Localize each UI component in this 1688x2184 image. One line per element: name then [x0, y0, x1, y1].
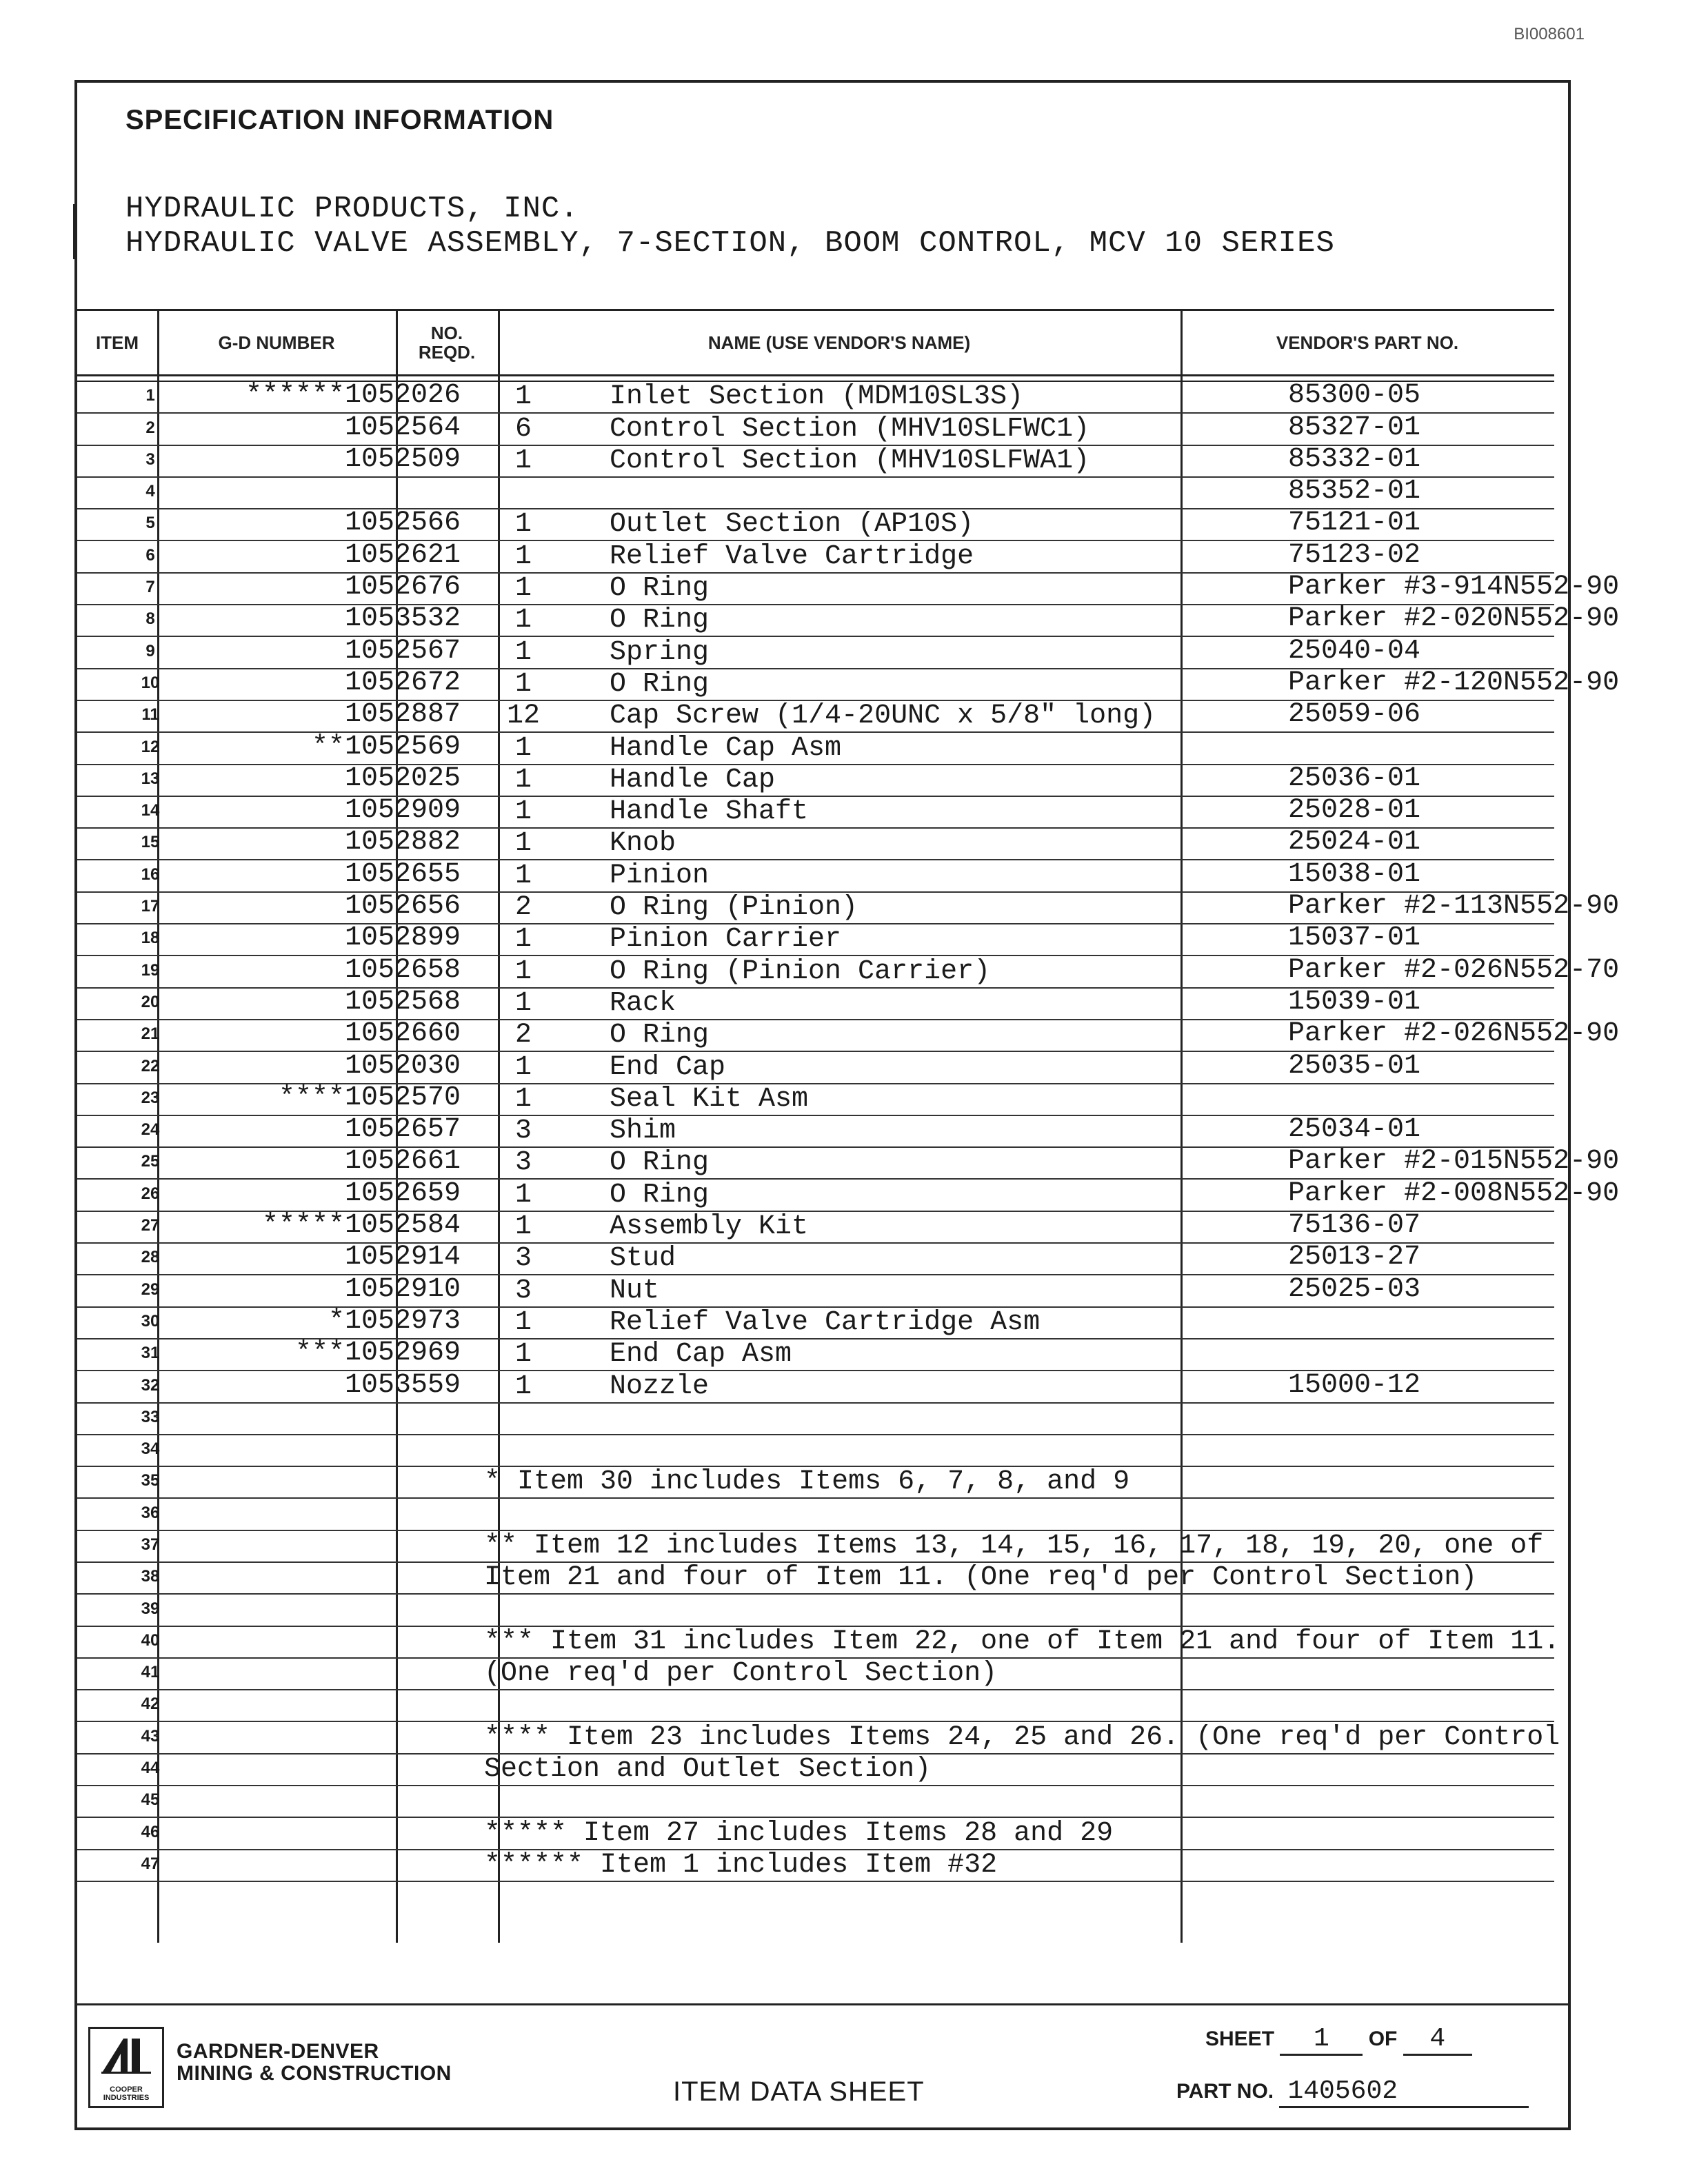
gd-number: 1052655 — [344, 858, 461, 890]
qty-required: 1 — [514, 573, 532, 605]
sheet-total: 4 — [1403, 2024, 1472, 2056]
item-number: 15 — [141, 833, 160, 852]
vendor-part-number: 85352-01 — [1288, 476, 1421, 507]
vendor-part-number: 85327-01 — [1288, 412, 1421, 443]
gd-number: 1052564 — [344, 412, 461, 443]
item-number: 25 — [141, 1152, 160, 1171]
gd-number: 1052657 — [344, 1114, 461, 1146]
qty-required: 1 — [514, 987, 532, 1019]
qty-required: 1 — [514, 445, 532, 476]
table-row — [77, 1244, 1554, 1275]
gd-number: 1052887 — [344, 699, 461, 731]
company-name-line2: MINING & CONSTRUCTION — [177, 2062, 452, 2085]
table-row — [77, 1116, 1554, 1148]
part-name: Relief Valve Cartridge — [610, 540, 974, 572]
table-row — [77, 1177, 1620, 1211]
table-row — [77, 1146, 1620, 1180]
table-row — [77, 1339, 1554, 1371]
logo-caption: COOPER INDUSTRIES — [103, 2085, 150, 2102]
part-name: Knob — [610, 828, 676, 860]
table-row — [77, 382, 1554, 414]
table-row — [77, 1850, 1554, 1882]
item-number: 37 — [141, 1535, 160, 1554]
footnote-text — [484, 1786, 1553, 1818]
qty-required: 1 — [514, 668, 532, 700]
item-number: 32 — [141, 1375, 160, 1395]
part-name: O Ring — [610, 1020, 710, 1051]
qty-required: 1 — [514, 1306, 532, 1338]
qty-required: 1 — [514, 860, 532, 891]
vendor-part-number: 25059-06 — [1288, 699, 1421, 731]
qty-required: 2 — [514, 1020, 532, 1051]
table-row — [77, 1435, 1554, 1467]
gd-number: 1052567 — [344, 635, 461, 667]
gd-number: ***1052969 — [294, 1337, 461, 1369]
table-row — [77, 1467, 1554, 1499]
table-row — [77, 541, 1554, 573]
vendor-part-number: Parker #2-015N552-90 — [1288, 1146, 1620, 1177]
vendor-part-number: 25040-04 — [1288, 635, 1421, 667]
gd-number: 1052621 — [344, 539, 461, 571]
item-number: 41 — [141, 1663, 160, 1682]
vendor-part-number — [1265, 733, 1554, 763]
part-number — [1176, 2076, 1529, 2108]
gd-number: 1052661 — [344, 1146, 461, 1177]
of-label: OF — [1368, 2028, 1398, 2050]
vendor-part-number: Parker #2-026N552-90 — [1288, 1018, 1620, 1050]
table-row — [77, 1690, 1554, 1722]
table-row — [77, 924, 1554, 956]
gd-number: 1052568 — [344, 986, 461, 1018]
gd-number: 1052025 — [344, 762, 461, 794]
item-number: 35 — [141, 1471, 160, 1490]
gd-number: 1052659 — [344, 1177, 461, 1209]
item-number: 8 — [145, 609, 155, 629]
table-row — [77, 1275, 1554, 1307]
table-body — [77, 380, 1620, 1882]
qty-required: 1 — [514, 381, 532, 413]
qty-required: 1 — [514, 1211, 532, 1243]
item-table — [77, 309, 1620, 1882]
gd-number: 1052914 — [344, 1242, 461, 1273]
gd-number: 1052030 — [344, 1050, 461, 1082]
table-row — [77, 637, 1554, 669]
table-row — [77, 762, 1554, 797]
part-name: Control Section (MHV10SLFWA1) — [610, 445, 1090, 476]
vendor-part-number: 75123-02 — [1288, 539, 1421, 571]
item-number: 40 — [141, 1630, 160, 1650]
gd-number: 1053559 — [344, 1369, 461, 1401]
qty-required: 1 — [514, 605, 532, 636]
table-row — [77, 1305, 1554, 1339]
spec-title: SPECIFICATION INFORMATION — [125, 105, 554, 135]
sheet-label: SHEET — [1205, 2028, 1275, 2050]
qty-required: 1 — [514, 1339, 532, 1371]
item-number: 42 — [141, 1695, 160, 1714]
table-row — [77, 478, 1554, 509]
part-name: O Ring — [610, 1179, 710, 1211]
part-name: O Ring — [610, 573, 710, 605]
header-name: NAME (USE VENDOR'S NAME) — [707, 332, 971, 353]
company-name-line1: GARDNER-DENVER — [177, 2040, 379, 2063]
gd-number: 1052660 — [344, 1018, 461, 1050]
vendor-part-number: 15038-01 — [1288, 858, 1421, 890]
vendor-part-number: 25028-01 — [1288, 795, 1421, 827]
part-name — [610, 478, 1258, 509]
header-item: ITEM — [95, 332, 139, 353]
gd-number: 1052566 — [344, 507, 461, 539]
table-row — [77, 1818, 1554, 1850]
qty-required: 1 — [514, 1083, 532, 1115]
qty-required: 3 — [514, 1115, 532, 1147]
part-name: Control Section (MHV10SLFWC1) — [610, 413, 1090, 445]
item-number: 44 — [141, 1759, 160, 1778]
qty-required: 12 — [506, 700, 540, 732]
vendor-part-number: 15037-01 — [1288, 922, 1421, 954]
qty-required: 1 — [514, 764, 532, 796]
vendor-part-number: 25034-01 — [1288, 1114, 1421, 1146]
gd-number: 1052658 — [344, 954, 461, 986]
vendor-part-number: Parker #2-026N552-70 — [1288, 954, 1620, 986]
footnote-text: Section and Outlet Section) — [484, 1754, 932, 1786]
qty-required: 1 — [514, 636, 532, 668]
part-name: Nozzle — [610, 1371, 710, 1402]
part-name: Handle Cap — [610, 764, 776, 796]
table-row — [77, 1755, 1554, 1786]
item-number: 21 — [141, 1024, 160, 1044]
gd-number: ****1052570 — [278, 1082, 461, 1113]
table-row — [77, 572, 1620, 605]
gd-number: 1052676 — [344, 572, 461, 603]
qty-required — [472, 478, 575, 509]
part-name: O Ring (Pinion Carrier) — [610, 956, 991, 987]
item-number: 47 — [141, 1854, 160, 1873]
footnote-text — [484, 1499, 1553, 1530]
gd-number: 1052909 — [344, 795, 461, 827]
vendor-part-number: Parker #2-008N552-90 — [1288, 1177, 1620, 1209]
item-number: 23 — [141, 1088, 160, 1107]
table-row — [77, 603, 1620, 637]
vendor-part-number: 25035-01 — [1288, 1050, 1421, 1082]
gd-number: 1052672 — [344, 667, 461, 698]
sheet-title: ITEM DATA SHEET — [673, 2076, 925, 2107]
part-name: O Ring — [610, 668, 710, 700]
vendor-part-number — [1265, 1084, 1554, 1115]
item-number: 43 — [141, 1726, 160, 1746]
header-vendor-part: VENDOR'S PART NO. — [1276, 332, 1459, 353]
item-number: 45 — [141, 1790, 160, 1810]
qty-required: 1 — [514, 732, 532, 764]
table-row — [77, 1626, 1560, 1659]
table-row — [77, 509, 1554, 541]
part-name: End Cap — [610, 1051, 726, 1083]
vendor-part-number: 85300-05 — [1288, 380, 1421, 412]
table-row — [77, 701, 1554, 733]
item-number: 20 — [141, 992, 160, 1011]
item-number: 19 — [141, 960, 160, 980]
item-number: 30 — [141, 1311, 160, 1331]
gd-number: **1052569 — [311, 731, 461, 762]
qty-required: 3 — [514, 1243, 532, 1275]
item-number: 29 — [141, 1280, 160, 1299]
gd-number: 1052910 — [344, 1273, 461, 1305]
item-number: 46 — [141, 1822, 160, 1841]
footnote-text — [484, 1595, 1553, 1626]
table-row — [77, 1531, 1554, 1563]
assembly-description-line: HYDRAULIC VALVE ASSEMBLY, 7-SECTION, BOOM CONTROL, MCV 10 SERIES — [125, 226, 1335, 261]
item-number: 3 — [145, 449, 155, 469]
item-number: 34 — [141, 1439, 160, 1459]
table-row — [77, 986, 1554, 1020]
item-number: 10 — [141, 673, 160, 692]
table-row — [77, 1018, 1620, 1052]
part-name: Relief Valve Cartridge Asm — [610, 1306, 1041, 1338]
header-no-reqd-label: NO. REQD. — [418, 323, 476, 363]
item-number: 17 — [141, 897, 160, 916]
table-row — [77, 1212, 1554, 1244]
gd-number: 1052899 — [344, 922, 461, 954]
header-gd-number: G-D NUMBER — [218, 332, 335, 353]
table-row — [77, 1786, 1554, 1818]
qty-required: 1 — [514, 1371, 532, 1402]
item-number: 11 — [141, 705, 159, 725]
part-name: Outlet Section (AP10S) — [610, 509, 974, 540]
qty-required: 1 — [514, 509, 532, 540]
part-name: O Ring — [610, 1147, 710, 1179]
gd-number: ******1052026 — [245, 380, 461, 412]
footnote-text: (One req'd per Control Section) — [484, 1658, 998, 1690]
qty-required: 1 — [514, 796, 532, 828]
part-name: End Cap Asm — [610, 1339, 792, 1371]
item-number: 26 — [141, 1184, 160, 1203]
sheet-number: 1 — [1280, 2024, 1363, 2056]
table-row — [77, 733, 1554, 765]
vendor-part-number: 75121-01 — [1288, 507, 1421, 539]
item-number: 14 — [141, 801, 160, 820]
vendor-part-number: 15039-01 — [1288, 986, 1421, 1018]
item-number: 39 — [141, 1599, 160, 1618]
document-id: BI008601 — [1514, 25, 1585, 43]
footnote-text: *** Item 31 includes Item 22, one of Item 21 and four of Item 11. — [484, 1626, 1560, 1657]
item-number: 36 — [141, 1503, 160, 1522]
part-name: Nut — [610, 1275, 660, 1306]
header-no-reqd — [396, 311, 498, 374]
table-header — [77, 309, 1554, 376]
margin-tick — [73, 204, 76, 259]
qty-required: 1 — [514, 924, 532, 956]
vendor-part-number: Parker #2-020N552-90 — [1288, 603, 1620, 635]
item-number: 6 — [145, 545, 155, 565]
table-row — [77, 1659, 1554, 1690]
gd-number: 1052656 — [344, 891, 461, 922]
logo-mark-icon — [100, 2036, 152, 2074]
item-number: 38 — [141, 1567, 160, 1586]
table-row — [77, 1595, 1554, 1626]
part-name: Spring — [610, 636, 710, 668]
gd-number: *1052973 — [328, 1305, 461, 1337]
vendor-part-number: Parker #3-914N552-90 — [1288, 572, 1620, 603]
vendor-part-number: 25013-27 — [1288, 1242, 1421, 1273]
part-name: Seal Kit Asm — [610, 1083, 809, 1115]
part-name: Handle Cap Asm — [610, 732, 842, 764]
vendor-part-number: 25036-01 — [1288, 762, 1421, 794]
table-row — [77, 829, 1554, 860]
item-number: 28 — [141, 1248, 160, 1267]
footnote-text — [484, 1435, 1553, 1467]
qty-required: 3 — [514, 1147, 532, 1179]
vendor-part-number: Parker #2-120N552-90 — [1288, 667, 1620, 698]
part-number-value: 1405602 — [1279, 2076, 1529, 2108]
table-row — [77, 1371, 1554, 1403]
gd-number: 1052509 — [344, 443, 461, 475]
vendor-part-number: 85332-01 — [1288, 443, 1421, 475]
item-number: 1 — [145, 386, 155, 405]
item-number: 4 — [145, 482, 155, 501]
vendor-company-line: HYDRAULIC PRODUCTS, INC. — [125, 192, 579, 226]
item-number: 2 — [145, 418, 155, 437]
part-name: Shim — [610, 1115, 676, 1147]
qty-required: 1 — [514, 1179, 532, 1211]
part-name: Pinion — [610, 860, 710, 891]
qty-required: 1 — [514, 1051, 532, 1083]
item-number: 9 — [145, 641, 155, 660]
item-number: 5 — [145, 514, 155, 533]
vendor-part-number: 25025-03 — [1288, 1273, 1421, 1305]
vendor-part-number — [1265, 1339, 1554, 1370]
part-name: Inlet Section (MDM10SL3S) — [610, 381, 1024, 413]
qty-required: 1 — [514, 956, 532, 987]
footer-company — [177, 2041, 452, 2085]
footnote-text: * Item 30 includes Items 6, 7, 8, and 9 — [484, 1466, 1130, 1498]
table-row — [77, 1084, 1554, 1116]
vendor-part-number: 25024-01 — [1288, 827, 1421, 858]
part-name: Assembly Kit — [610, 1211, 809, 1243]
table-row — [77, 1404, 1554, 1435]
table-row — [77, 1721, 1560, 1754]
qty-required: 6 — [514, 413, 532, 445]
vendor-part-number: Parker #2-113N552-90 — [1288, 891, 1620, 922]
footnote-text: ****** Item 1 includes Item #32 — [484, 1849, 998, 1881]
part-name: Rack — [610, 987, 676, 1019]
part-name: Pinion Carrier — [610, 924, 842, 956]
footnote-text — [484, 1690, 1553, 1722]
table-row — [77, 860, 1554, 892]
footer-separator — [74, 2003, 1571, 2005]
table-row — [77, 891, 1620, 924]
part-label: PART NO. — [1176, 2080, 1274, 2103]
gd-number: 1053532 — [344, 603, 461, 635]
gd-number — [165, 478, 468, 508]
item-number: 18 — [141, 929, 160, 948]
qty-required: 2 — [514, 892, 532, 924]
gd-number: 1052882 — [344, 827, 461, 858]
item-number: 13 — [141, 769, 160, 788]
table-row — [77, 797, 1554, 829]
sheet-counter — [1205, 2024, 1472, 2056]
table-row — [77, 1499, 1554, 1530]
vendor-part-number: 15000-12 — [1288, 1369, 1421, 1401]
item-number: 24 — [141, 1120, 160, 1140]
item-number: 22 — [141, 1056, 160, 1075]
gd-number: *****1052584 — [261, 1210, 461, 1242]
vendor-part-number — [1265, 1308, 1554, 1338]
vendor-part-number: 75136-07 — [1288, 1210, 1421, 1242]
item-number: 12 — [141, 737, 160, 756]
part-name: Cap Screw (1/4-20UNC x 5/8" long) — [610, 700, 1156, 732]
table-row — [77, 1052, 1554, 1084]
company-logo — [88, 2027, 164, 2108]
footnote-text: ***** Item 27 includes Items 28 and 29 — [484, 1817, 1114, 1849]
item-number: 27 — [141, 1216, 160, 1235]
footnote-text: ** Item 12 includes Items 13, 14, 15, 16, 17, 18, 19, 20, one of — [484, 1530, 1544, 1561]
table-row — [77, 954, 1620, 988]
part-name: O Ring (Pinion) — [610, 892, 858, 924]
table-row — [77, 667, 1620, 701]
part-name: O Ring — [610, 605, 710, 636]
table-row — [77, 414, 1554, 445]
footnote-text: **** Item 23 includes Items 24, 25 and 26. (One req'd per Control — [484, 1721, 1560, 1753]
qty-required: 3 — [514, 1275, 532, 1306]
table-row — [77, 443, 1554, 478]
qty-required: 1 — [514, 828, 532, 860]
item-number: 33 — [141, 1407, 160, 1426]
footnote-text: Item 21 and four of Item 11. (One req'd per Control Section) — [484, 1562, 1478, 1594]
qty-required: 1 — [514, 540, 532, 572]
item-number: 16 — [141, 865, 160, 884]
part-name: Handle Shaft — [610, 796, 809, 828]
item-number: 31 — [141, 1344, 160, 1363]
part-name: Stud — [610, 1243, 676, 1275]
table-row — [77, 1563, 1554, 1595]
footnote-text — [484, 1404, 1553, 1435]
item-number: 7 — [145, 578, 155, 597]
